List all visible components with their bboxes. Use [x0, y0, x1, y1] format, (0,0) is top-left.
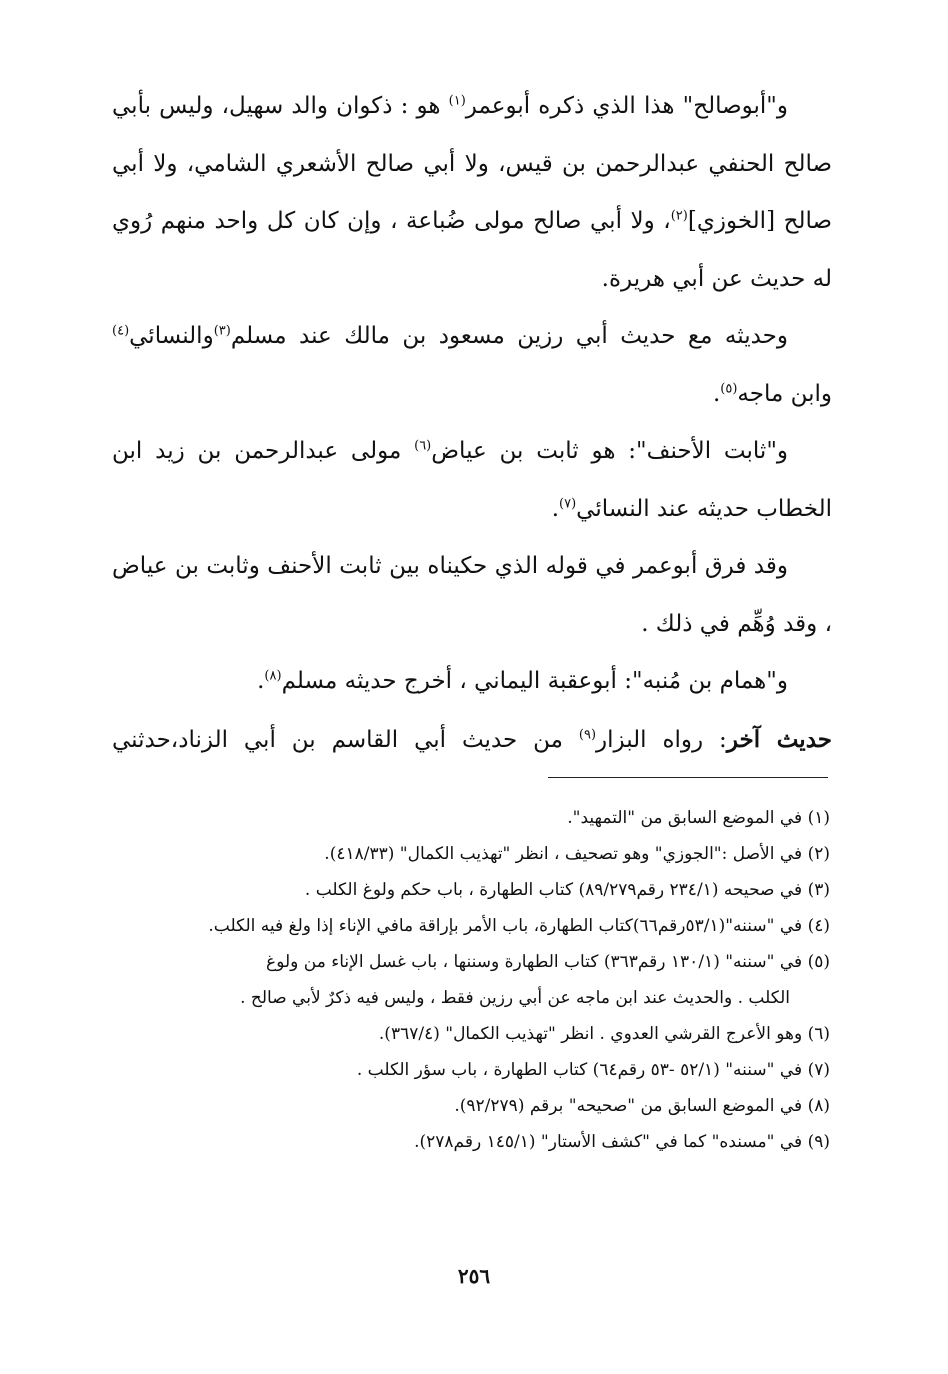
paragraph-3: و"ثابت الأحنف": هو ثابت بن عياض$^{(٦)}$ مولى عبدالرحمن بن زيد ابن الخطاب حديثه عند النسائي$^{(٧)}$. [112, 438, 832, 522]
footnote-2: (٢) في الأصل :"الجوزي" وهو تصحيف ، انظر "تهذيب الكمال" (٤١٨/٣٣). [324, 844, 830, 864]
footnote-ref-5: (٥) [720, 380, 738, 396]
footnote-ref-1: (١) [448, 93, 466, 109]
footnote-5: (٥) في "سننه" (١٣٠/١ رقم٣٦٣) كتاب الطهارة وسننها ، باب غسل الإناء من ولوغ [266, 952, 830, 972]
footnote-ref-4: (٤) [112, 323, 130, 339]
footnote-7: (٧) في "سننه" (٥٢/١ -٥٣ رقم٦٤) كتاب الطهارة ، باب سؤر الكلب . [356, 1060, 830, 1080]
footnote-ref-6: (٦) [414, 438, 432, 454]
footnote-ref-2: (٢) [670, 208, 688, 224]
paragraph-5: و"همام بن مُنبه": أبوعقبة اليماني ، أخرج حديثه مسلم$^{(٨)}$. [257, 668, 788, 694]
footnote-8: (٨) في الموضع السابق من "صحيحه" برقم (٩٢/٢٧٩). [454, 1096, 830, 1116]
footnote-5-continued: الكلب . والحديث عند ابن ماجه عن أبي رزين فقط ، وليس فيه ذكرٌ لأبي صالح . [240, 988, 790, 1008]
footnote-divider [548, 777, 828, 778]
footnote-9: (٩) في "مسنده" كما في "كشف الأستار" (١٤٥/١ رقم٢٧٨). [414, 1132, 830, 1152]
paragraph-1: و"أبوصالح" هذا الذي ذكره أبوعمر$^{(١)}$ هو : ذكوان والد سهيل، وليس بأبي صالح الحنفي عبدالرحمن بن قيس، ولا أبي صالح الأشعري الشامي، ولا أبي صالح [الخوزي]$^{(٢)}$، ولا أبي صالح مولى ضُباعة ، وإن كان كل واحد منهم رُوي له حديث عن أبي هريرة. [112, 93, 832, 292]
footnote-4: (٤) في "سننه"(٥٣/١رقم٦٦)كتاب الطهارة، باب الأمر بإراقة مافي الإناء إذا ولغ فيه الكلب. [208, 916, 830, 936]
main-text [112, 78, 832, 769]
page-number: ٢٥٦ [457, 1264, 491, 1288]
footnote-ref-3: (٣) [213, 323, 231, 339]
paragraph-4: وقد فرق أبوعمر في قوله الذي حكيناه بين ثابت الأحنف وثابت بن عياض ، وقد وُهِّم في ذلك . [112, 553, 832, 637]
footnote-6: (٦) وهو الأعرج القرشي العدوي . انظر "تهذيب الكمال" (٣٦٧/٤). [378, 1024, 830, 1044]
section-heading: حديث آخر [726, 725, 832, 753]
footnote-3: (٣) في صحيحه (٢٣٤/١ رقم٨٩/٢٧٩) كتاب الطهارة ، باب حكم ولوغ الكلب . [304, 880, 830, 900]
footnote-ref-7: (٧) [559, 495, 577, 511]
footnote-ref-9: (٩) [578, 726, 597, 742]
paragraph-2: وحديثه مع حديث أبي رزين مسعود بن مالك عند مسلم$^{(٣)}$والنسائي$^{(٤)}$ وابن ماجه$^{(٥)}$. [112, 323, 832, 407]
footnote-1: (١) في الموضع السابق من "التمهيد". [567, 808, 830, 828]
paragraph-6: حديث آخر: رواه البزار$^{(٩)}$ من حديث أبي القاسم بن أبي الزناد،حدثني [112, 725, 832, 753]
footnotes [112, 800, 830, 1160]
footnote-ref-8: (٨) [264, 668, 282, 684]
